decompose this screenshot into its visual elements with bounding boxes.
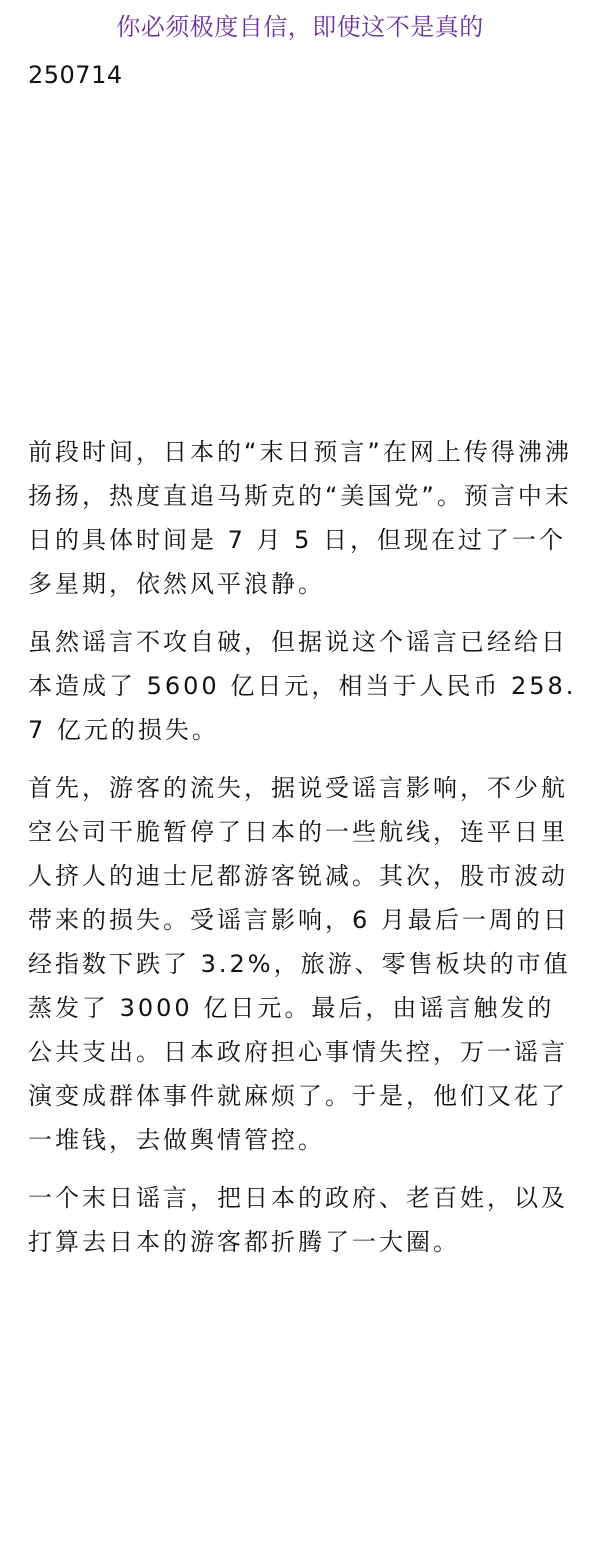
paragraph-2: 虽然谣言不攻自破，但据说这个谣言已经给日本造成了 5600 亿日元，相当于人民币 258.7 亿元的损失。	[28, 628, 577, 744]
article-body	[28, 430, 578, 1278]
post-date: 250714	[28, 61, 123, 89]
page-title: 你必须极度自信，即使这不是真的	[116, 13, 484, 41]
paragraph-1: 前段时间，日本的“末日预言”在网上传得沸沸扬扬，热度直追马斯克的“美国党”。预言中末日的具体时间是 7 月 5 日，但现在过了一个多星期，依然风平浪静。	[28, 438, 572, 598]
paragraph-4: 一个末日谣言，把日本的政府、老百姓，以及打算去日本的游客都折腾了一大圈。	[28, 1184, 568, 1256]
paragraph-3: 首先，游客的流失，据说受谣言影响，不少航空公司干脆暂停了日本的一些航线，连平日里人挤人的迪士尼都游客锐减。其次，股市波动带来的损失。受谣言影响，6 月最后一周的日经指数下跌了 3.2%，旅游、零售板块的市值蒸发了 3000 亿日元。最后，由谣言触发的公共支出。日本政府担心事情失控，万一谣言演变成群体事件就麻烦了。于是，他们又花了一堆钱，去做舆情管控。	[28, 774, 571, 1154]
